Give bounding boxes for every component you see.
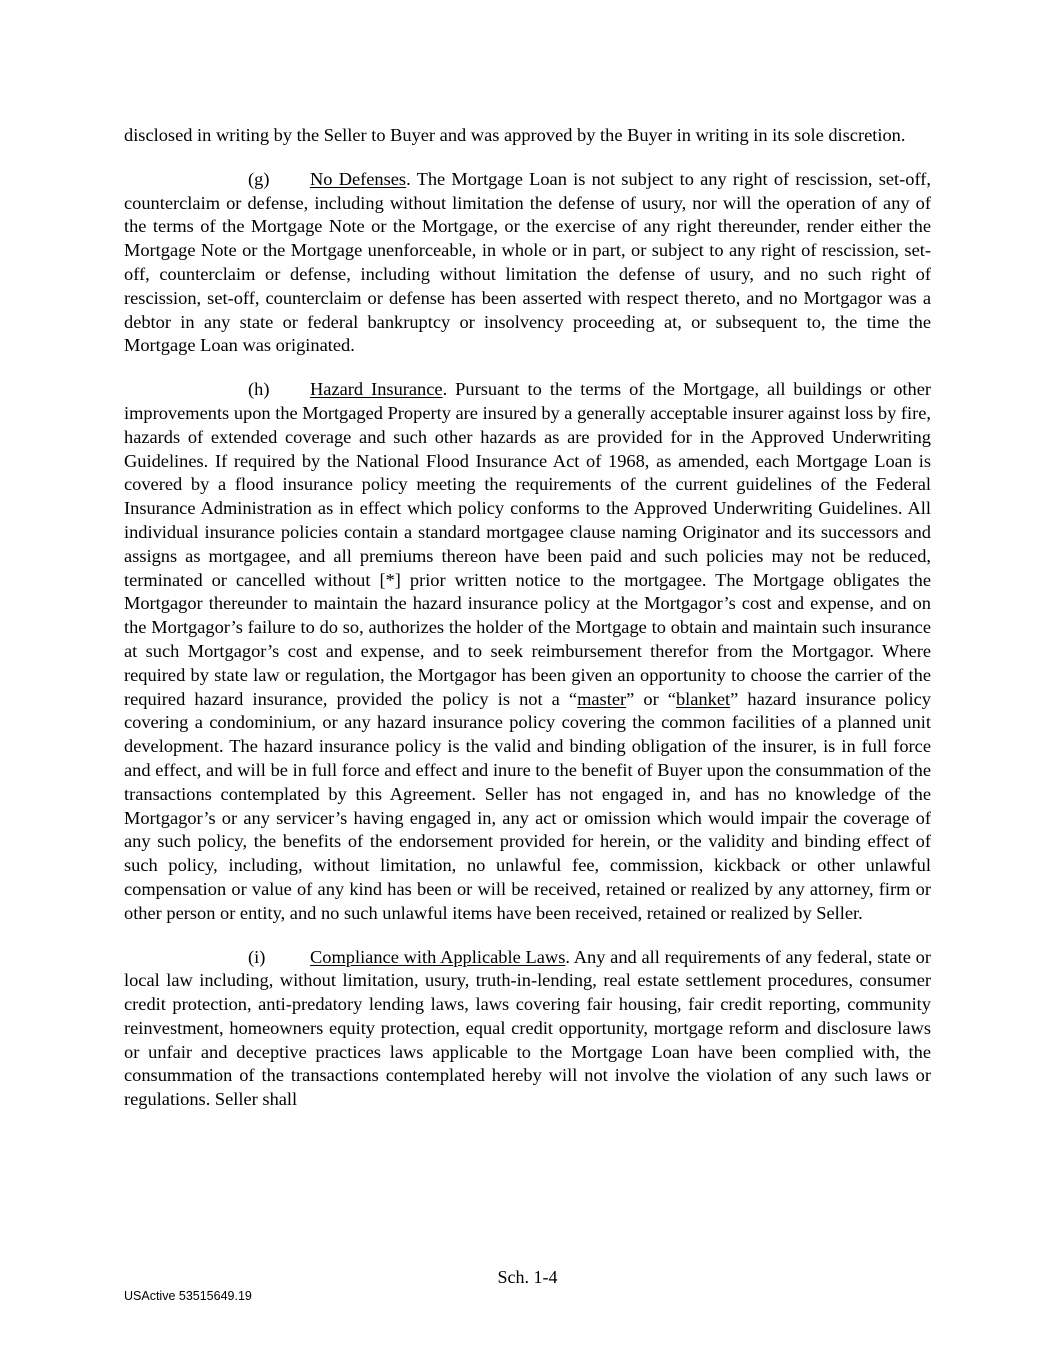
intro-paragraph: disclosed in writing by the Seller to Buyer and was approved by the Buyer in writing in its sole discretion. bbox=[124, 125, 906, 145]
term-blanket: blanket bbox=[675, 688, 731, 709]
section-h-heading: Hazard Insurance bbox=[310, 379, 443, 400]
section-g-text: . The Mortgage Loan is not subject to any right of rescission, set-off, counterclaim or defense, including without limitation the defense of usury, nor will the operation of any of the terms of the Mortgage Note or the Mortgage, or the exercise of any right thereunder, render either the Mortgage Note or the Mortgage unenforceable, in whole or in part, or subject to any right of rescission, set-off, counterclaim or defense, including without limitation the defense of usury, and no such right of rescission, set-off, counterclaim or defense has been asserted with respect thereto, and no Mortgagor was a debtor in any state or federal bankruptcy or insolvency proceeding at, or subsequent to, the time the Mortgage Loan was originated. bbox=[124, 168, 931, 356]
section-i-text: . Any and all requirements of any federal, state or local law including, without limitation, usury, truth-in-lending, real estate settlement procedures, consumer credit protection, anti-predatory lending laws, laws covering fair housing, fair credit reporting, community reinvestment, homeowners equity protection, equal credit opportunity, mortgage reform and disclosure laws or unfair and deceptive practices laws applicable to the Mortgage Loan have been complied with, the consummation of the transactions contemplated hereby will not involve the violation of any such laws or regulations. Seller shall bbox=[124, 946, 932, 1110]
section-g-heading: No Defenses bbox=[310, 168, 407, 189]
section-g-paragraph bbox=[124, 168, 931, 358]
document-id: USActive 53515649.19 bbox=[124, 1289, 252, 1303]
section-h-label: (h) bbox=[248, 379, 270, 400]
section-i-heading: Compliance with Applicable Laws bbox=[310, 946, 566, 967]
section-h-paragraph bbox=[124, 378, 931, 925]
page-number: Sch. 1-4 bbox=[497, 1267, 558, 1287]
section-h-text-mid: ” or “ bbox=[626, 688, 676, 709]
section-g-label: (g) bbox=[248, 168, 270, 189]
section-h-text-after: ” hazard insurance policy covering a condominium, or any hazard insurance policy covering the common facilities of a planned unit development. The hazard insurance policy is the valid and binding obligation of the insurer, is in full force and effect, and will be in full force and effect and inure to the benefit of Buyer upon the consummation of the transactions contemplated by this Agreement. Seller has not engaged in, and has no knowledge of the Mortgagor’s or any servicer’s having engaged in, any act or omission which would impair the coverage of any such policy, the benefits of the endorsement provided for herein, or the validity and binding effect of such policy, including, without limitation, no unlawful fee, commission, kickback or other unlawful compensation or value of any kind has been or will be received, retained or realized by any attorney, firm or other person or entity, and no such unlawful items have been received, retained or realized by Seller. bbox=[124, 688, 931, 923]
section-i-paragraph bbox=[124, 946, 931, 1113]
section-i-label: (i) bbox=[248, 946, 266, 967]
term-master: master bbox=[577, 688, 627, 709]
section-h-text-before: . Pursuant to the terms of the Mortgage, all buildings or other improvements upon the Mortgaged Property are insured by a generally acceptable insurer against loss by fire, hazards of extended coverage and such other hazards as are provided for in the Approved Underwriting Guidelines. If required by the National Flood Insurance Act of 1968, as amended, each Mortgage Loan is covered by a flood insurance policy meeting the requirements of the current guidelines of the Federal Insurance Administration as in effect which policy conforms to the Approved Underwriting Guidelines. All individual insurance policies contain a standard mortgagee clause naming Originator and its successors and assigns as mortgagee, and all premiums thereon have been paid and such policies may not be reduced, terminated or cancelled without [*] prior written notice to the mortgagee. The Mortgage obligates the Mortgagor thereunder to maintain the hazard insurance policy at the Mortgagor’s cost and expense, and on the Mortgagor’s failure to do so, authorizes the holder of the Mortgage to obtain and maintain such insurance at such Mortgagor’s cost and expense, and to seek reimbursement therefor from the Mortgagor. Where required by state law or regulation, the Mortgagor has been given an opportunity to choose the carrier of the required hazard insurance, provided the policy is not a “ bbox=[124, 379, 931, 709]
document-body bbox=[124, 124, 931, 1132]
